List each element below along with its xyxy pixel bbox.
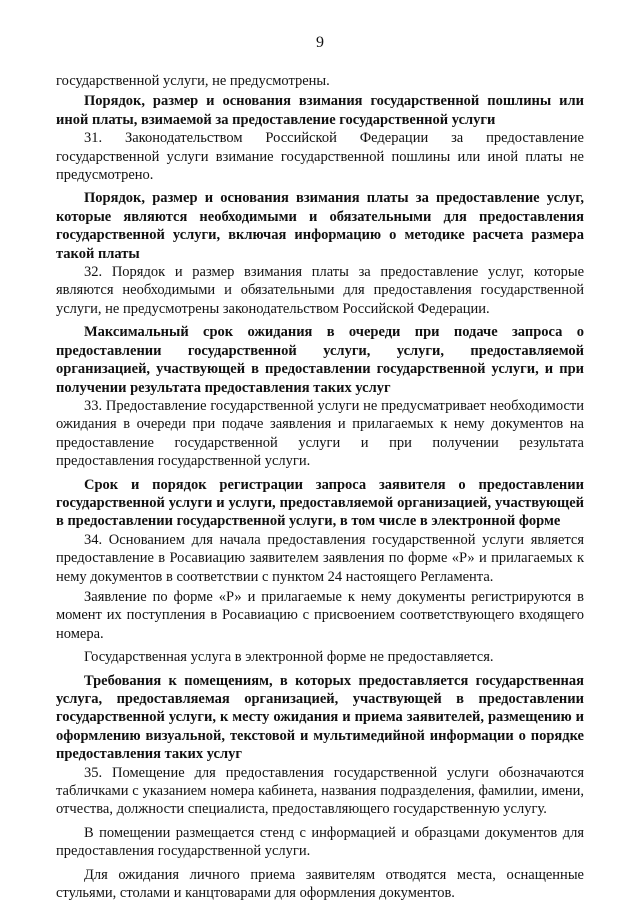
paragraph-continuation: государственной услуги, не предусмотрены. [56, 73, 330, 89]
section-heading-state-fee: Порядок, размер и основания взимания государственной пошлины или иной платы, взимаемой за предоставление государственной услуги [56, 93, 584, 128]
paragraph-34-registration: Заявление по форме «Р» и прилагаемые к нему документы регистрируются в момент их поступления в Росавиацию с присвоением соответствующего входящего номера. [56, 588, 584, 642]
paragraph-35-stand: В помещении размещается стенд с информацией и образцами документов для предоставления государственной услуги. [56, 824, 584, 860]
section-heading-service-fee: Порядок, размер и основания взимания платы за предоставление услуг, которые являются необходимыми и обязательными для предоставления государственной услуги, включая информацию о методике расчета размера такой платы [56, 190, 584, 262]
paragraph-32: 32. Порядок и размер взимания платы за предоставление услуг, которые являются необходимыми и обязательными для предоставления государственной услуги, не предусмотрены законодательством Российской Федерации. [56, 264, 584, 317]
paragraph-35-waiting: Для ожидания личного приема заявителям отводятся места, оснащенные стульями, столами и канцтоварами для оформления документов. [56, 866, 584, 902]
paragraph-31: 31. Законодательством Российской Федерации за предоставление государственной услуги взимание государственной пошлины или иной платы не предусмотрено. [56, 130, 584, 184]
paragraph-34-electronic: Государственная услуга в электронной форме не предоставляется. [84, 649, 494, 666]
section-heading-queue-time: Максимальный срок ожидания в очереди при подаче запроса о предоставлении государственной услуги, услуги, предоставляемой организацией, участвующей в предоставлении государственной услуги, и при получении результата предоставления таких услуг [56, 324, 584, 396]
paragraph-35: 35. Помещение для предоставления государственной услуги обозначаются табличками с указанием номера кабинета, названия подразделения, фамилии, имени, отчества, должности специалиста, предоставляющего государственную услугу. [56, 764, 584, 818]
paragraph-34: 34. Основанием для начала предоставления государственной услуги является предоставление в Росавиацию заявителем заявления по форме «Р» и прилагаемых к нему документов в соответствии с пунктом 24 настоящего Регламента. [56, 531, 584, 585]
page-number: 9 [316, 34, 324, 51]
section-heading-registration: Срок и порядок регистрации запроса заявителя о предоставлении государственной услуги и услуги, предоставляемой организацией, участвующей в предоставлении государственной услуги, в том числе в электронной форме [56, 476, 584, 530]
paragraph-33: 33. Предоставление государственной услуги не предусматривает необходимости ожидания в очереди при подаче заявления и прилагаемых к нему документов на предоставление государственной услуги и при получении результата предоставления государственной услуги. [56, 397, 584, 470]
section-heading-premises: Требования к помещениям, в которых предоставляется государственная услуга, предоставляемая организацией, участвующей в предоставлении государственной услуги, к месту ожидания и приема заявителей, размещению и оформлению визуальной, текстовой и мультимедийной информации о порядке предоставления таких услуг [56, 672, 584, 763]
document-body [56, 72, 584, 902]
